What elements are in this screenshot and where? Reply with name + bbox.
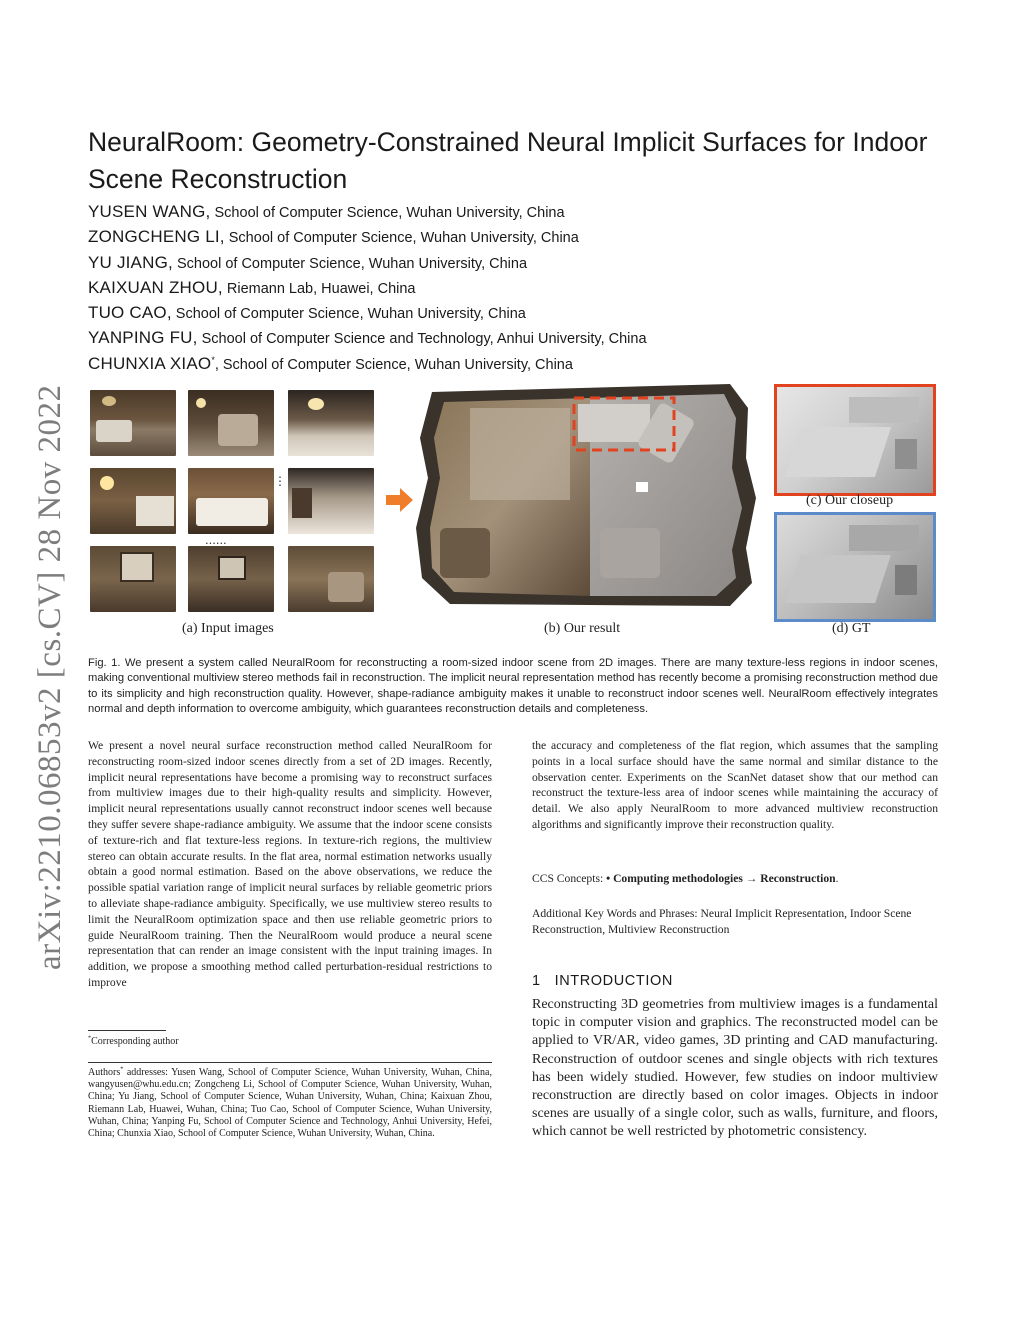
author-name: YANPING FU, <box>88 328 198 348</box>
author-name: KAIXUAN ZHOU, <box>88 277 223 297</box>
ccs-concepts <box>532 872 938 885</box>
author-affiliation: School of Computer Science, Wuhan University, China <box>172 255 528 272</box>
more-images-vertical-dots: ⋮ <box>274 474 286 488</box>
footnote-mark: * <box>88 1034 92 1042</box>
addresses-text: addresses: Yusen Wang, School of Computer Science, Wuhan University, Wuhan, China, wangyusen@whu.edu.cn; Zongcheng Li, School of Computer Science, Wuhan University, Wuhan, China; Yu Jiang, School of Computer Science, Wuhan University, Wuhan, China; Kaixuan Zhou, Riemann Lab, Huawei, Wuhan, China; Tuo Cao, School of Computer Science, Wuhan University, Wuhan, China; Yanping Fu, School of Computer Science and Technology, Anhui University, Hefei, China; Chunxia Xiao, School of Computer Science, Wuhan University, Wuhan, China. <box>88 1067 492 1140</box>
figure-label-gt: (d) GT <box>832 621 871 636</box>
section-title: INTRODUCTION <box>554 973 673 989</box>
closeup-image <box>774 384 936 496</box>
ccs-bullet: • <box>606 872 614 885</box>
input-image-thumbnail <box>188 546 274 612</box>
addresses-lead: Authors <box>88 1067 121 1078</box>
input-image-thumbnail <box>188 390 274 456</box>
input-image-thumbnail <box>90 468 176 534</box>
author-affiliation: School of Computer Science, Wuhan University, China <box>210 205 565 221</box>
addresses-divider <box>88 1062 492 1063</box>
ccs-suffix: . <box>835 872 839 885</box>
author-affiliation: School of Computer Science and Technology, Anhui University, China <box>197 331 647 348</box>
figure-label-input: (a) Input images <box>182 621 274 636</box>
input-image-thumbnail <box>288 390 374 456</box>
section-heading <box>532 973 673 989</box>
figure-label-result: (b) Our result <box>544 621 621 636</box>
more-images-horizontal-dots: ...... <box>205 532 227 547</box>
corresponding-author-footnote <box>88 1036 179 1047</box>
keywords: Additional Key Words and Phrases: Neural Implicit Representation, Indoor Scene Reconstruction, Multiview Reconstruction <box>532 907 912 936</box>
reconstruction-result-image <box>410 378 772 614</box>
section-number: 1 <box>532 973 541 989</box>
author-name: YU JIANG, <box>88 252 173 272</box>
corresponding-author-mark: * <box>211 354 215 365</box>
author-affiliation: School of Computer Science, Wuhan University, China <box>224 230 579 247</box>
ccs-prefix: CCS Concepts: <box>532 872 607 885</box>
figure-caption: Fig. 1. We present a system called NeuralRoom for reconstructing a room-sized indoor scene from 2D images. There are many texture-less regions in indoor scenes, making conventional multiview stereo methods fail in reconstruction. The implicit neural representation method has recently become a promising reconstruction method due to its simplicity and high reconstruction quality. However, shape-radiance ambiguity makes it unable to reconstruct indoor scenes well. NeuralRoom effectively integrates normal and depth information to overcome ambiguity, which guarantees reconstruction details and completeness. <box>88 657 938 716</box>
paper-title: NeuralRoom: Geometry-Constrained Neural Implicit Surfaces for Indoor Scene Reconstruction <box>88 127 928 194</box>
author-name: YUSEN WANG, <box>88 202 211 221</box>
abstract-left-column: We present a novel neural surface reconstruction method called NeuralRoom for reconstructing room-sized indoor scenes directly from a set of 2D images. Recently, implicit neural representations have become a promising way to reconstruct surfaces from multiview images due to their high-quality results and simplicity. However, implicit neural representations usually cannot reconstruct indoor scenes well because they suffer severe shape-radiance ambiguity. We assume that the indoor scene consists of texture-rich and flat texture-less regions. In texture-rich regions, the multiview stereo can obtain accurate results. In the flat area, normal estimation networks usually obtain a good normal estimation. Based on the above observations, we reduce the possible spatial variation range of implicit neural surfaces by reliable geometric priors to alleviate shape-radiance ambiguity. Specifically, we use multiview stereo results to limit the NeuralRoom optimization space and then use reliable geometric priors to guide NeuralRoom training. Then the NeuralRoom would produce a neural scene representation that can render an image consistent with the input training images. In addition, we propose a smoothing method called perturbation-residual restrictions to improve <box>88 739 492 989</box>
author-addresses <box>88 1067 492 1140</box>
input-image-thumbnail <box>188 468 274 534</box>
ccs-term: Computing methodologies <box>613 872 743 885</box>
ground-truth-image <box>774 512 936 622</box>
ccs-term: Reconstruction <box>760 872 836 885</box>
input-image-thumbnail <box>288 546 374 612</box>
introduction-body: Reconstructing 3D geometries from multiview images is a fundamental topic in computer vision and graphics. The reconstructed model can be applied to VR/AR, video games, 3D printing and CAD manufacturing. Reconstruction of outdoor scenes and single objects with rich textures has been widely studied. However, few studies on indoor multiview reconstruction are directly based on color images. Objects in indoor scenes are usually of a single color, such as walls, furniture, and floors, which cannot be well restricted by photometric consistency. <box>532 997 938 1140</box>
addresses-mark: * <box>120 1065 124 1073</box>
input-image-thumbnail <box>90 546 176 612</box>
input-image-thumbnail <box>90 390 176 456</box>
input-image-thumbnail <box>288 468 374 534</box>
author-affiliation: , School of Computer Science, Wuhan University, China <box>214 356 573 373</box>
abstract-right-column: the accuracy and completeness of the flat region, which assumes that the sampling points in a local surface should have the same normal and similar distance to the observation center. Experiments on the ScanNet dataset show that our method can reconstruct the texture-less area of indoor scenes while maintaining the accuracy of detail. We also apply NeuralRoom to more advanced multiview reconstruction algorithms and significantly improve their reconstruction quality. <box>532 739 938 831</box>
footnote-text: Corresponding author <box>91 1036 179 1047</box>
arxiv-identifier-stamp: arXiv:2210.06853v2 [cs.CV] 28 Nov 2022 <box>32 384 68 970</box>
author-name: TUO CAO, <box>88 303 172 323</box>
author-affiliation: Riemann Lab, Huawei, China <box>222 280 416 297</box>
figure-label-closeup: (c) Our closeup <box>806 493 894 508</box>
ccs-arrow: → <box>742 872 761 885</box>
teaser-figure <box>0 0 1024 650</box>
footnote-divider <box>88 1030 166 1031</box>
author-name: ZONGCHENG LI, <box>88 227 225 247</box>
author-affiliation: School of Computer Science, Wuhan University, China <box>171 306 526 323</box>
author-name: CHUNXIA XIAO <box>88 353 212 373</box>
